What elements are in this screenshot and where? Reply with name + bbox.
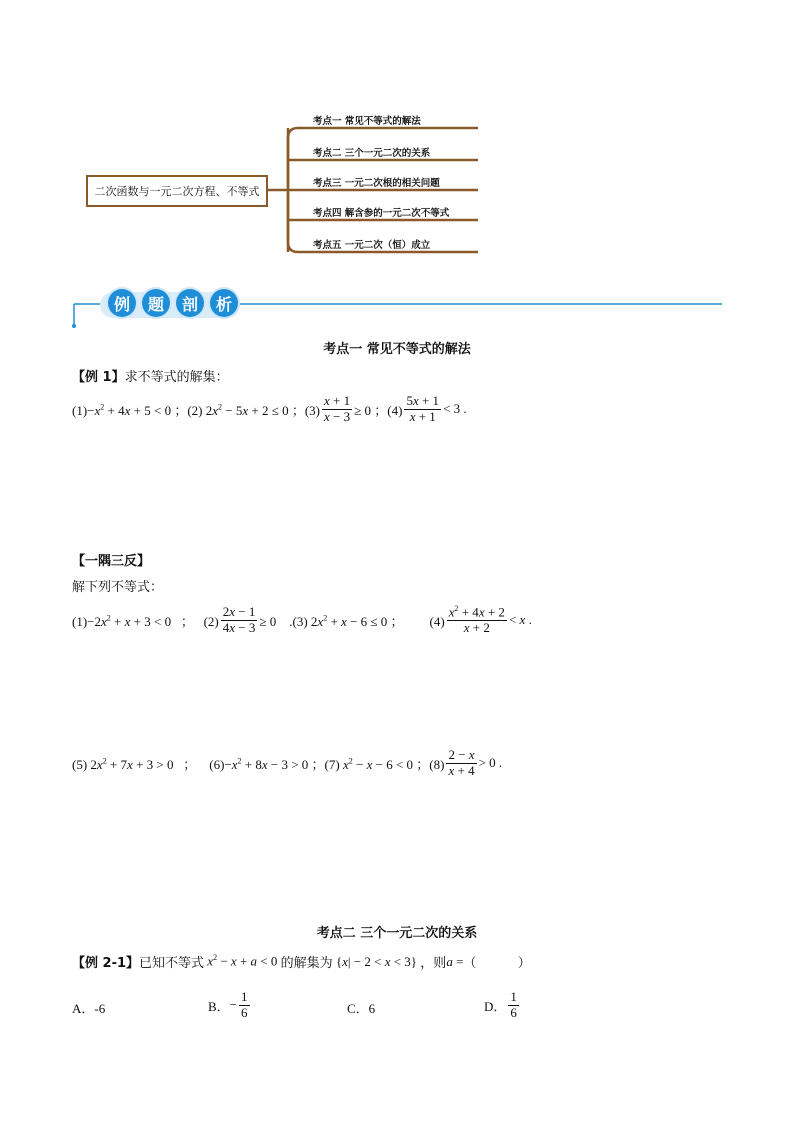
choice-d: D． $\frac{1}{6}$ <box>484 989 517 1020</box>
choice-d-label: D． <box>484 998 507 1014</box>
follow-up-equations-2: (5) $2x^2 + 7x + 3 > 0$ ； $(6)-x^2 + 8x - 3 > 0$ ；(7) $x^2 - x - 6 < 0$ ；(8) $\frac{2 - x}{x + 4}$ > 0 . <box>72 747 503 778</box>
choice-a: A．-6 <box>72 1001 106 1016</box>
follow-up-text: 解下列不等式： <box>72 580 164 595</box>
choice-c: C．6 <box>347 1001 376 1016</box>
banner-char-1: 例 <box>108 289 136 317</box>
follow-up-equations-1: $(1)-2x^2 + x + 3 < 0$ ； (2) $\frac{2x - 1}{4x - 3}$ ≥ 0 .(3) $2x^2 + x - 6 \le 0$ ； (4) $\frac{x^2 + 4x + 2}{x + 2}$ < x . <box>72 603 532 636</box>
example-2-1: 【例 2-1】 已知不等式 $x^2 - x + a < 0$ 的解集为 {x| − 2 < x < 3} ，则 a = （ ） <box>72 953 531 971</box>
banner-char-2: 题 <box>142 289 170 317</box>
choice-b: B． − $\frac{1}{6}$ <box>208 989 248 1020</box>
choice-b-label: B． <box>208 998 230 1014</box>
example-1-text: 求不等式的解集： <box>124 370 229 385</box>
mindmap-item-2: 考点二 三个一元二次的关系 <box>313 148 431 159</box>
example-1-tag: 【例 1】 <box>72 370 125 385</box>
follow-up-tag: 【一隅三反】 <box>72 554 151 569</box>
banner-char-3: 剖 <box>176 289 204 317</box>
mindmap-item-5: 考点五 一元二次（恒）成立 <box>313 240 431 251</box>
example-1-equations: $(1)-x^2 + 4x + 5 < 0$ ；(2) $2x^2 - 5x + 2 \le 0$ ；(3) $\frac{x + 1}{x - 3}$ ≥ 0 ；(4) $\frac{5x + 1}{x + 1}$ < 3 . <box>72 393 467 424</box>
example-2-1-tag: 【例 2-1】 <box>72 956 140 971</box>
mindmap-item-3: 考点三 一元二次根的相关问题 <box>313 178 440 189</box>
banner-char-4: 析 <box>210 289 238 317</box>
mindmap-root-label: 二次函数与一元二次方程、不等式 <box>94 185 260 198</box>
mindmap-item-4: 考点四 解含参的一元二次不等式 <box>313 208 450 219</box>
mindmap-item-1: 考点一 常见不等式的解法 <box>313 116 421 127</box>
section-2-title: 考点二 三个一元二次的关系 <box>316 926 478 941</box>
example-1 <box>72 366 229 385</box>
section-1-title: 考点一 常见不等式的解法 <box>323 342 471 357</box>
